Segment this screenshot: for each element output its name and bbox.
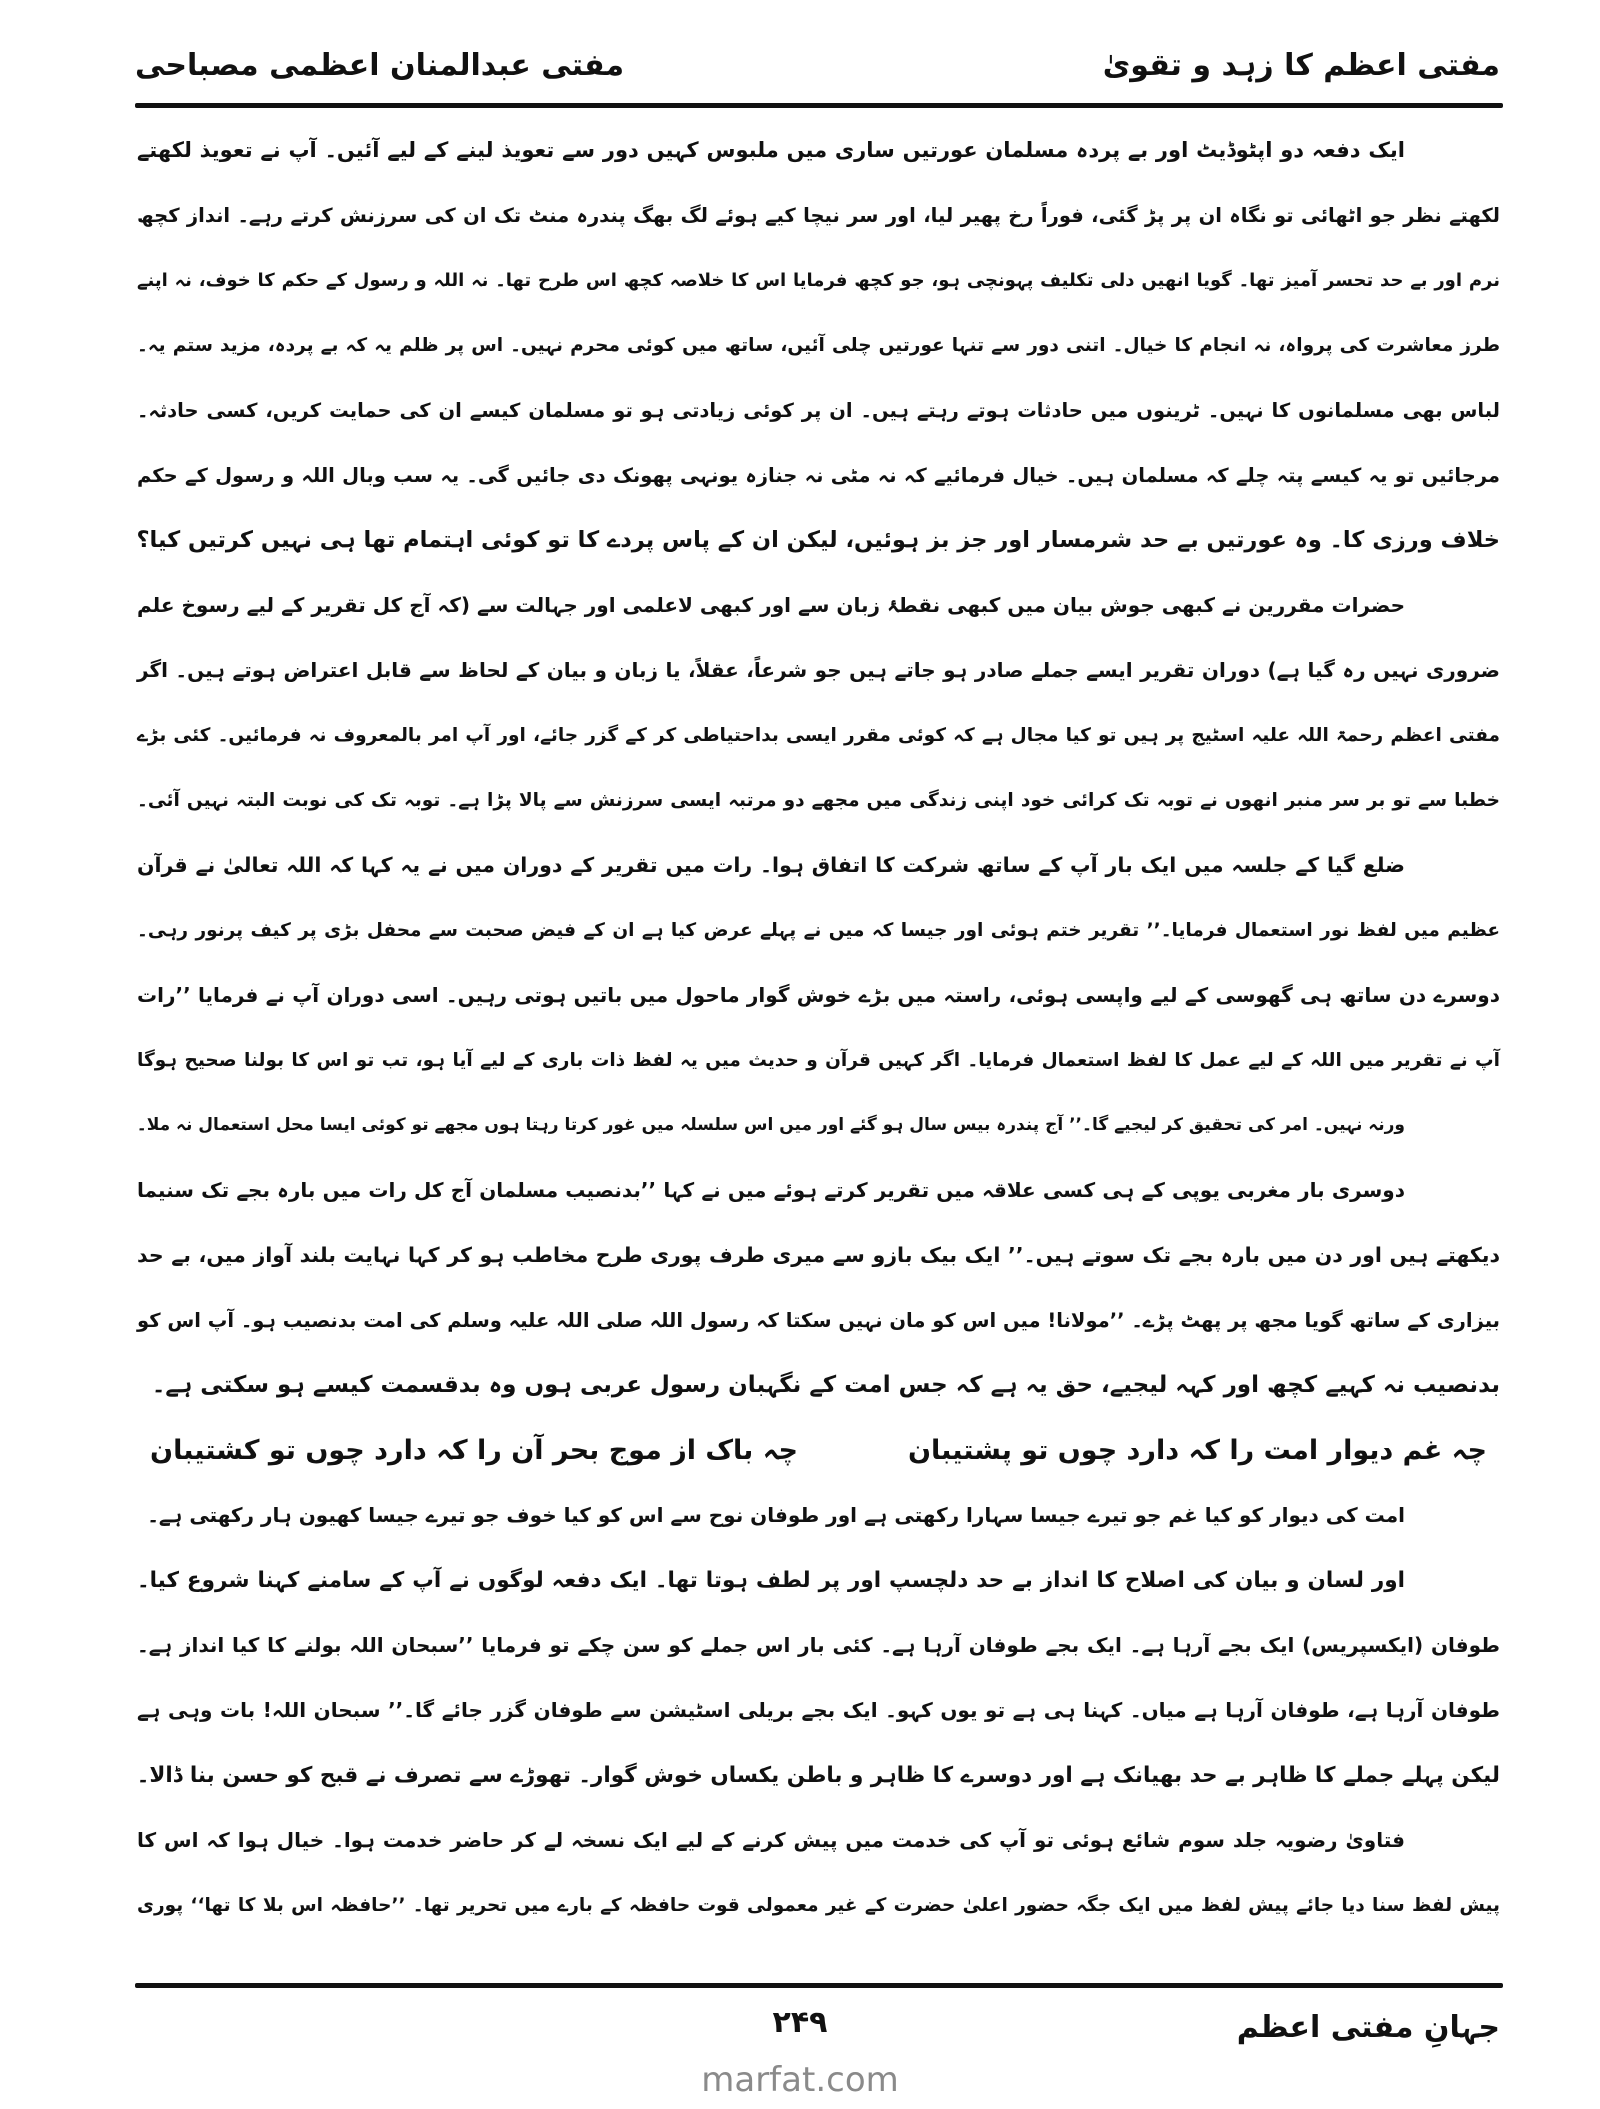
couplet-second-hemistich: چہ باک از موج بحر آن را کہ دارد چوں تو کشتیبان — [150, 1435, 798, 1466]
text-line: بیزاری کے ساتھ گویا مجھ پر پھٹ پڑے۔ ’’مولانا! میں اس کو مان نہیں سکتا کہ رسول اللہ صلی اللہ علیہ وسلم کی امت بدنصیب ہو۔ آپ اس کو — [137, 1309, 1500, 1332]
text-line: طوفان آرہا ہے، طوفان آرہا ہے میاں۔ کہنا ہی ہے تو یوں کہو۔ ایک بجے بریلی اسٹیشن سے طوفان گزر جائے گا۔’’ سبحان اللہ! بات وہی ہے — [137, 1698, 1500, 1722]
text-line: امت کی دیوار کو کیا غم جو تیرے جیسا سہارا رکھتی ہے اور طوفان نوح سے اس کو کیا خوف جو تیرے جیسا کھیون ہار رکھتی ہے۔ — [147, 1503, 1405, 1527]
text-line: طوفان (ایکسپریس) ایک بجے آرہا ہے۔ ایک بجے طوفان آرہا ہے۔ کئی بار اس جملے کو سن چکے تو فرمایا ’’سبحان اللہ بولنے کا کیا انداز ہے۔ — [137, 1633, 1500, 1657]
author-name: مفتی عبدالمنان اعظمی مصباحی — [135, 48, 625, 83]
book-title: جہانِ مفتی اعظم — [1236, 2010, 1500, 2045]
text-line: آپ نے تقریر میں اللہ کے لیے عمل کا لفظ استعمال فرمایا۔ اگر کہیں قرآن و حدیث میں یہ لفظ ذات باری کے لیے آیا ہو، تب تو اس کا بولنا صحیح ہوگا — [137, 1050, 1500, 1071]
text-line: مرجائیں تو یہ کیسے پتہ چلے کہ مسلمان ہیں۔ خیال فرمائیے کہ نہ مٹی نہ جنازہ یونہی پھونک دی جائیں گی۔ یہ سب وبال اللہ و رسول کے حکم — [137, 464, 1500, 487]
text-line: اور لسان و بیان کی اصلاح کا انداز بے حد دلچسپ اور پر لطف ہوتا تھا۔ ایک دفعہ لوگوں نے آپ کے سامنے کہنا شروع کیا۔ — [137, 1568, 1405, 1593]
couplet-first-hemistich: چہ غم دیوار امت را کہ دارد چوں تو پشتیبان — [908, 1435, 1487, 1466]
text-line: خطبا سے تو بر سر منبر انھوں نے توبہ تک کرائی خود اپنی زندگی میں مجھے دو مرتبہ ایسی سرزنش سے پالا پڑا ہے۔ توبہ تک کی نوبت البتہ نہیں آئی۔ — [137, 790, 1500, 811]
text-line: خلاف ورزی کا۔ وہ عورتیں بے حد شرمسار اور جز بز ہوئیں، لیکن ان کے پاس پردے کا تو کوئی اہتمام تھا ہی نہیں کرتیں کیا؟ — [136, 527, 1500, 553]
text-line: ایک دفعہ دو اپٹوڈیٹ اور بے پردہ مسلمان عورتیں ساری میں ملبوس کہیں دور سے تعویذ لینے کے لیے آئیں۔ آپ نے تعویذ لکھتے — [137, 138, 1405, 162]
text-line: لباس بھی مسلمانوں کا نہیں۔ ٹرینوں میں حادثات ہوتے رہتے ہیں۔ ان پر کوئی زیادتی ہو تو مسلمان کیسے ان کی حمایت کریں، کسی حادثہ۔ — [137, 399, 1500, 422]
persian-couplet — [137, 1418, 1500, 1483]
chapter-title: مفتی اعظم کا زہد و تقویٰ — [1102, 48, 1500, 83]
text-line: ضروری نہیں رہ گیا ہے) دوران تقریر ایسے جملے صادر ہو جاتے ہیں جو شرعاً، عقلاً، یا زبان و بیان کے لحاظ سے قابل اعتراض ہوتے ہیں۔ اگر — [137, 658, 1500, 682]
text-line: لکھتے نظر جو اٹھائی تو نگاہ ان پر پڑ گئی، فوراً رخ پھیر لیا، اور سر نیچا کیے ہوئے لگ بھگ پندرہ منٹ تک ان کی سرزنش کرتے رہے۔ انداز کچھ — [137, 204, 1500, 227]
text-line: پیش لفظ سنا دیا جائے پیش لفظ میں ایک جگہ حضور اعلیٰ حضرت کے غیر معمولی قوت حافظہ کے بارے میں تحریر تھا۔ ’’حافظہ اس بلا کا تھا‘‘ پوری — [137, 1895, 1500, 1916]
text-line: فتاویٰ رضویہ جلد سوم شائع ہوئی تو آپ کی خدمت میں پیش کرنے کے لیے ایک نسخہ لے کر حاضر خدمت ہوا۔ خیال ہوا کہ اس کا — [137, 1828, 1405, 1852]
text-line: طرز معاشرت کی پرواہ، نہ انجام کا خیال۔ اتنی دور سے تنہا عورتیں چلی آئیں، ساتھ میں کوئی محرم نہیں۔ اس پر ظلم یہ کہ بے پردہ، مزید ستم یہ۔ — [137, 335, 1500, 356]
text-line: بدنصیب نہ کہیے کچھ اور کہہ لیجیے، حق یہ ہے کہ جس امت کے نگہبان رسول عربی ہوں وہ بدقسمت کیسے ہو سکتی ہے۔ — [151, 1372, 1500, 1398]
text-line: ورنہ نہیں۔ امر کی تحقیق کر لیجیے گا۔’’ آج پندرہ بیس سال ہو گئے اور میں اس سلسلہ میں غور کرتا رہتا ہوں مجھے تو کوئی ایسا محل استعمال نہ ملا۔ — [136, 1115, 1405, 1135]
page-body — [137, 118, 1500, 1938]
text-line: نرم اور بے حد تحسر آمیز تھا۔ گویا انھیں دلی تکلیف پہونچی ہو، جو کچھ فرمایا اس کا خلاصہ کچھ اس طرح تھا۔ نہ اللہ و رسول کے حکم کا خوف، نہ اپنے — [137, 270, 1500, 291]
page-number: ۲۴۹ — [772, 2005, 828, 2040]
text-line: مفتی اعظم رحمۃ اللہ علیہ اسٹیج پر ہیں تو کیا مجال ہے کہ کوئی مقرر ایسی بداحتیاطی کر کے گزر جائے، اور آپ امر بالمعروف نہ فرمائیں۔ کئی بڑے — [137, 725, 1500, 746]
text-line: دوسری بار مغربی یوپی کے ہی کسی علاقہ میں تقریر کرتے ہوئے میں نے کہا ’’بدنصیب مسلمان آج کل رات میں بارہ بجے تک سنیما — [137, 1178, 1405, 1202]
text-line: عظیم میں لفظ نور استعمال فرمایا۔’’ تقریر ختم ہوئی اور جیسا کہ میں نے پہلے عرض کیا ہے ان کے فیض صحبت سے محفل بڑی پر کیف پرنور رہی۔ — [137, 920, 1500, 941]
text-line: دیکھتے ہیں اور دن میں بارہ بجے تک سوتے ہیں۔’’ ایک بیک بازو سے میری طرف پوری طرح مخاطب ہو کر کہا نہایت بلند آواز میں، بے حد — [137, 1243, 1500, 1267]
text-line: دوسرے دن ساتھ ہی گھوسی کے لیے واپسی ہوئی، راستہ میں بڑے خوش گوار ماحول میں باتیں ہوتی رہیں۔ اسی دوران آپ نے فرمایا ’’رات — [137, 983, 1500, 1007]
text-line: حضرات مقررین نے کبھی جوش بیان میں کبھی نقطۂ زبان سے اور کبھی لاعلمی اور جہالت سے (کہ آج کل تقریر کے لیے رسوخ علم — [137, 593, 1405, 617]
text-line: لیکن پہلے جملے کا ظاہر بے حد بھیانک ہے اور دوسرے کا ظاہر و باطن یکساں خوش گوار۔ تھوڑے سے تصرف نے قبح کو حسن بنا ڈالا۔ — [136, 1763, 1500, 1788]
footer-rule — [135, 1983, 1503, 1988]
header-rule — [135, 103, 1503, 108]
watermark: marfat.com — [701, 2060, 899, 2100]
text-line: ضلع گیا کے جلسہ میں ایک بار آپ کے ساتھ شرکت کا اتفاق ہوا۔ رات میں تقریر کے دوران میں نے یہ کہا کہ اللہ تعالیٰ نے قرآن — [137, 853, 1405, 877]
